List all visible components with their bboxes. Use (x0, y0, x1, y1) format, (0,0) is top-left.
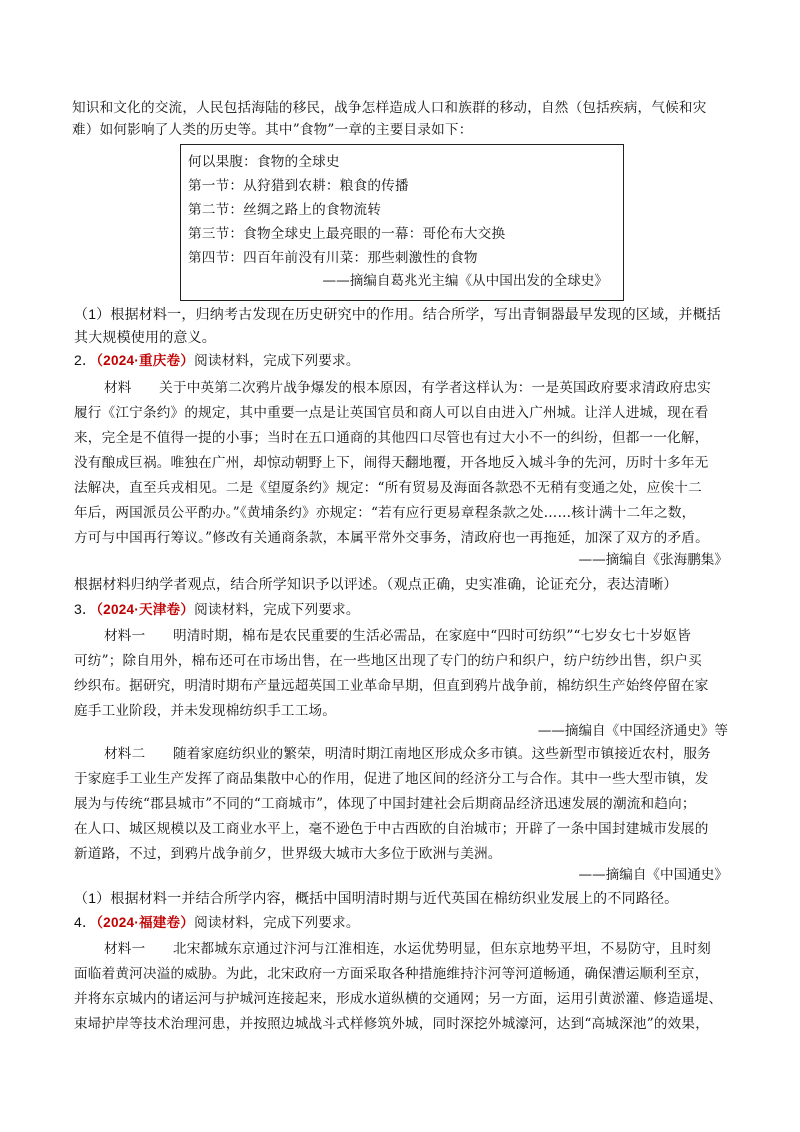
q4-header (74, 913, 360, 932)
q2-material-line-1: 材料 关于中英第二次鸦片战争爆发的根本原因，有学者这样认为：一是英国政府要求清政府忠实 (104, 380, 711, 396)
q3-task: （1）根据材料一并结合所学内容，概括中国明清时期与近代英国在棉纺织业发展上的不同路径。 (74, 890, 679, 906)
toc-section-3: 第三节：食物全球史上最亮眼的一幕：哥伦布大交换 (188, 226, 506, 242)
q2-task: 根据材料归纳学者观点，结合所学知识予以评述。（观点正确，史实准确，论证充分，表达清晰） (74, 576, 678, 592)
q1-sub-line-2: 其大规模使用的意义。 (74, 329, 216, 345)
q4-m1-line-4: 束埽护岸等技术治理河患，并按照边城战斗式样修筑外城，同时深挖外城濠河，达到“高城深池”的效果， (74, 1016, 710, 1032)
q2-header (74, 351, 360, 370)
q4-m1-line-2: 面临着黄河决溢的威胁。为此，北宋政府一方面采取各种措施维持汴河等河道畅通，确保漕运顺利至京， (74, 966, 709, 982)
q2-material-line-6: 年后，两国派员公平酌办。”《黄埔条约》亦规定：“若有应行更易章程条款之处……核计满十二年之数， (74, 505, 696, 521)
q2-material-line-5: 法解决，直至兵戎相见。二是《望厦条约》规定：“所有贸易及海面各款恐不无稍有变通之处，应俟十二 (74, 480, 702, 496)
q3-m2-line-5: 新道路，不过，到鸦片战争前夕，世界级大城市大多位于欧洲与美洲。 (74, 846, 502, 862)
toc-title: 何以果腹：食物的全球史 (188, 154, 340, 170)
q2-material-line-4: 没有酿成巨祸。唯独在广州，却惊动朝野上下，闹得天翻地覆，开各地反入城斗争的先河，历时十多年无 (74, 455, 709, 471)
q3-m2-line-2: 于家庭手工业生产发挥了商品集散中心的作用，促进了地区间的经济分工与合作。其中一些大型市镇，发 (74, 771, 709, 787)
q4-m1-line-3: 并将东京城内的诸运河与护城河连接起来，形成水道纵横的交通网；另一方面，运用引黄淤灌、修造遥堤、 (74, 991, 723, 1007)
toc-section-1: 第一节：从狩猎到农耕：粮食的传播 (188, 178, 409, 194)
q2-material-line-3: 来，完全是不值得一提的小事；当时在五口通商的其他四口尽管也有过大小不一的纠纷，但都一一化解， (74, 430, 709, 446)
q4-number: 4． (74, 914, 97, 930)
intro-line-2: 难）如何影响了人类的历史等。其中”食物”一章的主要目录如下： (72, 122, 473, 138)
q2-material-line-2: 履行《江宁条约》的规定，其中重要一点是让英国官员和商人可以自由进入广州城。让洋人进城，现在看 (74, 405, 709, 421)
q2-number: 2． (74, 352, 97, 368)
q3-m1-line-4: 庭手工业阶段，并未发现棉纺织手工工场。 (74, 703, 337, 719)
toc-section-2: 第二节：丝绸之路上的食物流转 (188, 202, 382, 218)
q3-number: 3． (74, 601, 97, 617)
q2-material-line-7: 方可与中国再行筹议。”修改有关通商条款，本属平常外交事务，清政府也一再拖延，加深了双方的矛盾。 (74, 530, 709, 546)
q3-header (74, 600, 360, 619)
q4-prompt: 阅读材料，完成下列要求。 (194, 915, 360, 931)
q4-m1-line-1: 材料一 北宋都城东京通过汴河与江淮相连，水运优势明显，但东京地势平坦，不易防守，且时刻 (104, 941, 711, 957)
q3-source-2: ——摘编自《中国通史》 (578, 867, 728, 883)
toc-source: ——摘编自葛兆光主编《从中国出发的全球史》 (322, 273, 608, 289)
q3-source-1: ——摘编自《中国经济通史》等 (537, 723, 728, 739)
q4-source-tag: （2024·福建卷） (96, 915, 195, 930)
q3-m2-line-4: 在人口、城区规模以及工商业水平上，毫不逊色于中古西欧的自治城市；开辟了一条中国封建城市发展的 (74, 821, 709, 837)
q2-prompt: 阅读材料，完成下列要求。 (194, 353, 360, 369)
q3-m1-line-1: 材料一 明清时期，棉布是农民重要的生活必需品，在家庭中“四时可纺织”“七岁女七十岁妪皆 (104, 628, 691, 644)
q3-m2-line-1: 材料二 随着家庭纺织业的繁荣，明清时期江南地区形成众多市镇。这些新型市镇接近农村，服务 (104, 746, 711, 762)
q3-source-tag: （2024·天津卷） (96, 602, 195, 617)
q2-source-tag: （2024·重庆卷） (96, 353, 195, 368)
q3-prompt: 阅读材料，完成下列要求。 (194, 602, 360, 618)
q3-m1-line-3: 纱织布。据研究，明清时期布产量远超英国工业革命早期，但直到鸦片战争前，棉纺织生产始终停留在家 (74, 678, 709, 694)
q1-sub-line-1: （1）根据材料一，归纳考古发现在历史研究中的作用。结合所学，写出青铜器最早发现的区域，并概括 (74, 306, 721, 322)
q2-source: ——摘编自《张海鹏集》 (578, 552, 728, 568)
intro-line-1: 知识和文化的交流，人民包括海陆的移民，战争怎样造成人口和族群的移动，自然（包括疾病，气候和灾 (72, 100, 707, 116)
q3-m2-line-3: 展为与传统“郡县城市”不同的“工商城市”，体现了中国封建社会后期商品经济迅速发展的潮流和趋向； (74, 796, 696, 812)
toc-section-4: 第四节：四百年前没有川菜：那些刺激性的食物 (188, 250, 478, 266)
q3-m1-line-2: 可纺”；除自用外，棉布还可在市场出售，在一些地区出现了专门的纺户和织户，纺户纺纱出售，织户买 (74, 653, 702, 669)
